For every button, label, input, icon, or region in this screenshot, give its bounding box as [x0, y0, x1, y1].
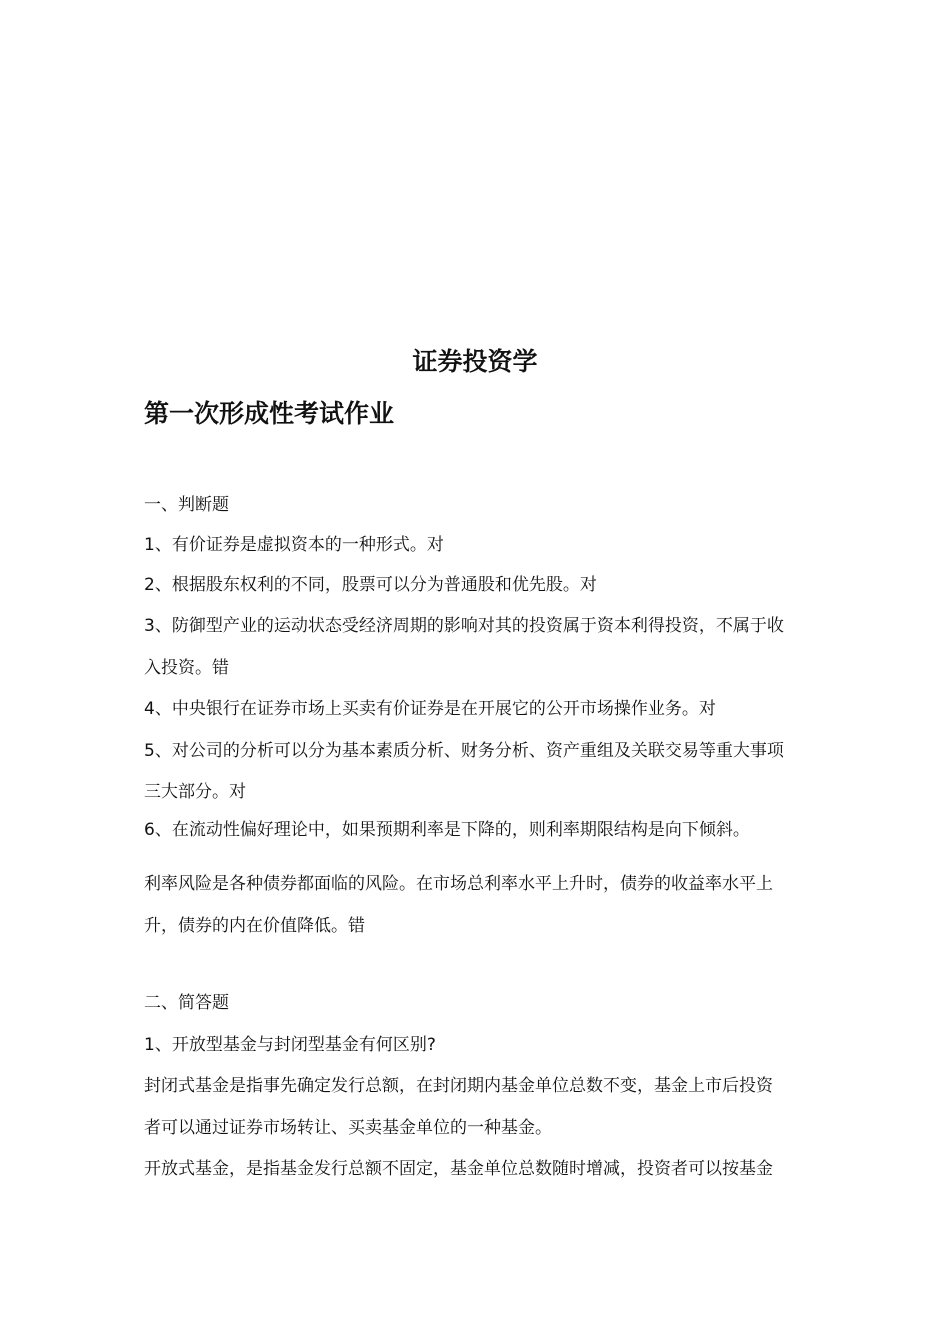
paragraph-line: 1、有价证券是虚拟资本的一种形式。对 [144, 535, 444, 555]
paragraph-line: 入投资。错 [144, 658, 229, 678]
paragraph-line: 利率风险是各种债券都面临的风险。在市场总利率水平上升时，债券的收益率水平上 [144, 874, 773, 894]
paragraph-line: 2、根据股东权利的不同，股票可以分为普通股和优先股。对 [144, 575, 597, 595]
paragraph-line: 1、开放型基金与封闭型基金有何区别? [144, 1035, 436, 1055]
paragraph-line: 者可以通过证券市场转让、买卖基金单位的一种基金。 [144, 1118, 552, 1138]
paragraph-line: 4、中央银行在证券市场上买卖有价证券是在开展它的公开市场操作业务。对 [144, 699, 716, 719]
paragraph-line: 5、对公司的分析可以分为基本素质分析、财务分析、资产重组及关联交易等重大事项 [144, 741, 784, 761]
paragraph-line: 开放式基金，是指基金发行总额不固定，基金单位总数随时增减，投资者可以按基金 [144, 1159, 773, 1179]
paragraph-line: 封闭式基金是指事先确定发行总额，在封闭期内基金单位总数不变，基金上市后投资 [144, 1076, 773, 1096]
document-subtitle: 第一次形成性考试作业 [144, 399, 395, 428]
document-title: 证券投资学 [412, 347, 538, 376]
section-heading-judgment: 一、判断题 [144, 495, 229, 515]
paragraph-line: 6、在流动性偏好理论中，如果预期利率是下降的，则利率期限结构是向下倾斜。 [144, 820, 750, 840]
paragraph-line: 3、防御型产业的运动状态受经济周期的影响对其的投资属于资本利得投资，不属于收 [144, 616, 784, 636]
paragraph-line: 三大部分。对 [144, 782, 246, 802]
section-heading-short-answer: 二、简答题 [144, 993, 229, 1013]
paragraph-line: 升，债券的内在价值降低。错 [144, 916, 365, 936]
